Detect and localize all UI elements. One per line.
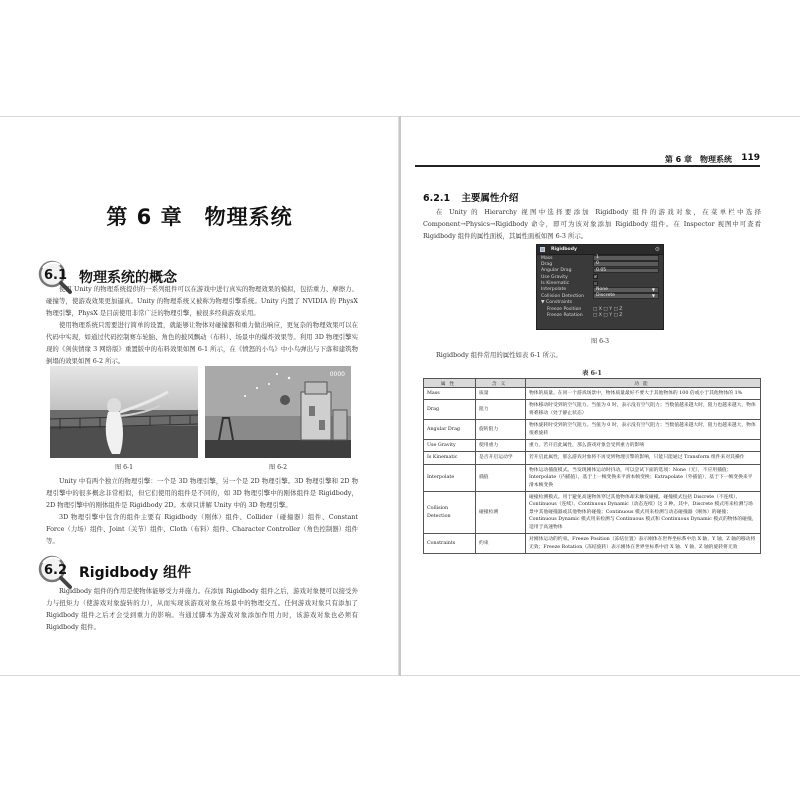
- table-cell-function: 物体的质量。在同一个游戏场景中，物体质量最好不要大于其他物体的 100 倍或小于其他物体的 1%: [526, 388, 761, 400]
- paragraph: 使用物理系统只需要进行简单的设置，就能够让物体对碰撞器和重力做出响应，更复杂的物理效果可以在代码中实现，如通过代码控制赛车轮胎、角色的披风飘动（布料）、场景中的爆炸效果等。利用 3D 物理引擎实现的《剑侠情缘 3 网络版》重置版中的布料效果如图 6-1 所示，在《愤怒的小鸟》中小鸟弹出与下落和建筑物倒塌的效果如图 6-2 所示。: [46, 321, 358, 365]
- figure-caption: 图 6-1: [114, 464, 134, 471]
- table-cell-property: Use Gravity: [424, 440, 476, 452]
- table-caption: 表 6-1: [582, 370, 602, 377]
- table-cell-property: Constraints: [424, 534, 476, 554]
- table-row: [424, 534, 761, 554]
- freeze-rotation-checkboxes[interactable]: □ X □ Y □ Z: [593, 313, 623, 319]
- table-cell-property: Interpolate: [424, 464, 476, 491]
- table-cell-meaning: 约束: [476, 534, 526, 554]
- inspector-label: Angular Drag: [541, 268, 572, 274]
- right-page: [401, 116, 800, 676]
- table-cell-meaning: 旋转阻力: [476, 420, 526, 440]
- inspector-label: Interpolate: [541, 287, 567, 293]
- dropdown-arrow-icon: ▼: [651, 293, 655, 299]
- section-title: 物理系统的概念: [79, 270, 177, 286]
- table-row: [424, 492, 761, 534]
- table-header-row: [424, 379, 761, 388]
- figure-caption: 图 6-2: [268, 464, 288, 471]
- table-cell-property: Is Kinematic: [424, 452, 476, 464]
- inspector-label: Mass: [541, 255, 553, 261]
- physics-engines-body: [46, 475, 358, 547]
- freeze-position-checkboxes[interactable]: □ X □ Y □ Z: [593, 306, 623, 312]
- drag-field[interactable]: 0: [593, 261, 659, 267]
- figure-6-2-hud: 0000: [329, 371, 345, 378]
- angular-drag-field[interactable]: 0.05: [593, 268, 659, 274]
- running-head: [415, 153, 760, 167]
- table-row: [424, 400, 761, 420]
- table-row: [424, 420, 761, 440]
- is-kinematic-checkbox[interactable]: [593, 281, 598, 286]
- subsection-number: 6.2.1: [423, 193, 451, 204]
- table-row: [424, 388, 761, 400]
- dropdown-value: Discrete: [596, 293, 615, 299]
- inspector-label: Is Kinematic: [541, 281, 570, 287]
- table-intro: [423, 349, 761, 361]
- mass-field[interactable]: 1: [593, 255, 659, 261]
- section-title: Rigidbody 组件: [79, 565, 192, 581]
- gear-icon: ⚙: [654, 246, 660, 253]
- inspector-label: Use Gravity: [541, 274, 568, 280]
- paragraph: Unity 中有两个独立的物理引擎：一个是 3D 物理引擎，另一个是 2D 物理引擎。3D 物理引擎和 2D 物理引擎中的很多概念非常相似，但它们使用的组件是不同的，如 3D 物理引擎中的刚体组件是 Rigidbody，2D 物理引擎中的刚体组件是 Rigidbody 2D。本章只讲解 Unity 中的 3D 物理引擎。: [46, 477, 358, 509]
- table-cell-function: 物体运动插值模式。当发现刚体运动时抖动，可以尝试下面的选项：None（无），不应用插值；Interpolate（内插值），基于上一帧变换来平滑本帧变换；Extrapolate（外插值），基于下一帧变换来平滑本帧变换: [526, 464, 761, 491]
- figure-6-1-image: [50, 366, 198, 458]
- inspector-label: Freeze Position: [547, 306, 582, 312]
- inspector-component-title: Rigidbody: [551, 247, 577, 252]
- table-cell-function: 重力。若开启此属性，那么游戏对象会受到重力的影响: [526, 440, 761, 452]
- subsection-heading: [423, 190, 518, 204]
- section-number: 6.2: [44, 563, 68, 578]
- section-6-1-body: [46, 283, 358, 367]
- interpolate-dropdown[interactable]: [593, 287, 659, 293]
- table-cell-property: Mass: [424, 388, 476, 400]
- table-header: 含义: [476, 379, 526, 388]
- table-row: [424, 440, 761, 452]
- table-cell-function: 碰撞检测模式。用于避免高速物体穿过其他物体却未触发碰撞。碰撞模式包括 Discrete（不连续）、Continuous（连续）、Continuous Dynamic（动态连续）这 3 种。其中，Discrete 模式用来检测与场景中其他碰撞器或其他物体的碰撞；Continuous 模式用来检测与动态碰撞器（刚体）的碰撞；Continuous Dynamic 模式用来检测与 Continuous 模式和 Continuous Dynamic 模式的物体的碰撞，适用于高速物体: [526, 492, 761, 534]
- figure-6-2-image: [205, 366, 351, 458]
- table-cell-property: Drag: [424, 400, 476, 420]
- paragraph: 在 Unity 的 Hierarchy 视图中选择要添加 Rigidbody 组件的游戏对象，在菜单栏中选择 Component→Physics→Rigidbody 命令，即可为该对象添加 Rigidbody 组件。在 Inspector 视图中可查看 Rigidbody 组件的属性面板，其属性面板如图 6-3 所示。: [423, 208, 761, 240]
- collision-detection-dropdown[interactable]: [593, 293, 659, 299]
- paragraph: Rigidbody 组件的作用是使物体能够受力并施力。在添加 Rigidbody 组件之后，游戏对象便可以接受外力与扭矩力（使游戏对象旋转的力），从而实现该游戏对象在场景中的物理交互。任何游戏对象只有添加了 Rigidbody 组件之后才会受到重力的影响。当通过脚本为游戏对象添加作用力时，该游戏对象也必须有 Rigidbody 组件。: [46, 587, 358, 631]
- table-cell-meaning: 碰撞检测: [476, 492, 526, 534]
- table-cell-property: Collision Detection: [424, 492, 476, 534]
- subsection-title: 主要属性介绍: [461, 193, 519, 204]
- chapter-title: 第 6 章 物理系统: [106, 205, 293, 229]
- paragraph: 3D 物理引擎中包含的组件主要有 Rigidbody（刚体）组件、Collider（碰撞器）组件、Constant Force（力场）组件、Joint（关节）组件、Cloth（布料）组件、Character Controller（角色控制器）组件等。: [46, 513, 358, 545]
- table-row: [424, 452, 761, 464]
- section-6-2-body: [46, 585, 358, 633]
- table-cell-function: 物体移动时受到的空气阻力。当值为 0 时，表示没有空气阻力；当数值越来越大时，阻力也越来越大，物体将难移动（处于静止状态）: [526, 400, 761, 420]
- inspector-label: Freeze Rotation: [547, 313, 583, 319]
- dropdown-arrow-icon: ▼: [651, 286, 655, 292]
- paragraph: Rigidbody 组件常用的属性如表 6-1 所示。: [436, 351, 562, 359]
- table-cell-meaning: 使用重力: [476, 440, 526, 452]
- table-cell-meaning: 质量: [476, 388, 526, 400]
- rigidbody-intro: [423, 206, 761, 242]
- table-cell-function: 物体旋转时受到的空气阻力。当值为 0 时，表示没有空气阻力；当数值越来越大时，阻力也越来越大，物体很难旋转: [526, 420, 761, 440]
- table-cell-meaning: 是否开启运动学: [476, 452, 526, 464]
- dropdown-value: None: [596, 286, 608, 292]
- table-cell-meaning: 阻力: [476, 400, 526, 420]
- table-header: 属性: [424, 379, 476, 388]
- inspector-label: Collision Detection: [541, 293, 585, 299]
- paragraph: 使用 Unity 的物理系统提供的一系列组件可以在游戏中进行真实的物理效果的模拟，包括重力、摩擦力、碰撞等，使游戏效果更加逼真。Unity 的物理系统又被称为物理引擎系统。Unity 内置了 NVIDIA 的 PhysX 物理引擎，PhysX 是目前使用非常广泛的物理引擎，被很多经典游戏采用。: [46, 285, 358, 317]
- inspector-header: [537, 245, 663, 255]
- running-head-title: 第 6 章 物理系统: [664, 155, 732, 164]
- inspector-row-freeze-rotation: [537, 313, 663, 319]
- table-header: 功能: [526, 379, 761, 388]
- rigidbody-inspector-panel: [536, 244, 664, 330]
- constraints-foldout[interactable]: ▼ Constraints: [541, 300, 573, 306]
- left-page: [0, 116, 399, 676]
- rigidbody-component-icon: [540, 247, 545, 252]
- figure-caption: 图 6-3: [590, 338, 610, 345]
- properties-table: [423, 378, 761, 554]
- table-cell-function: 若开启此属性，那么游戏对象将不再受到物理引擎的影响，只能只能通过 Transform 组件来对其操作: [526, 452, 761, 464]
- table-row: [424, 464, 761, 491]
- page-number: 119: [741, 153, 760, 163]
- section-number: 6.1: [44, 268, 68, 283]
- table-cell-function: 对刚体运动的约束。Freeze Position（冻结位置）表示刚体在世界坐标系中沿 X 轴、Y 轴、Z 轴的移动将无效；Freeze Rotation（冻结旋转）表示刚体在世界坐标系中沿 X 轴、Y 轴、Z 轴的旋转将无效: [526, 534, 761, 554]
- table-cell-meaning: 插值: [476, 464, 526, 491]
- inspector-label: Drag: [541, 261, 553, 267]
- use-gravity-checkbox[interactable]: ✓: [594, 274, 598, 280]
- table-cell-property: Angular Drag: [424, 420, 476, 440]
